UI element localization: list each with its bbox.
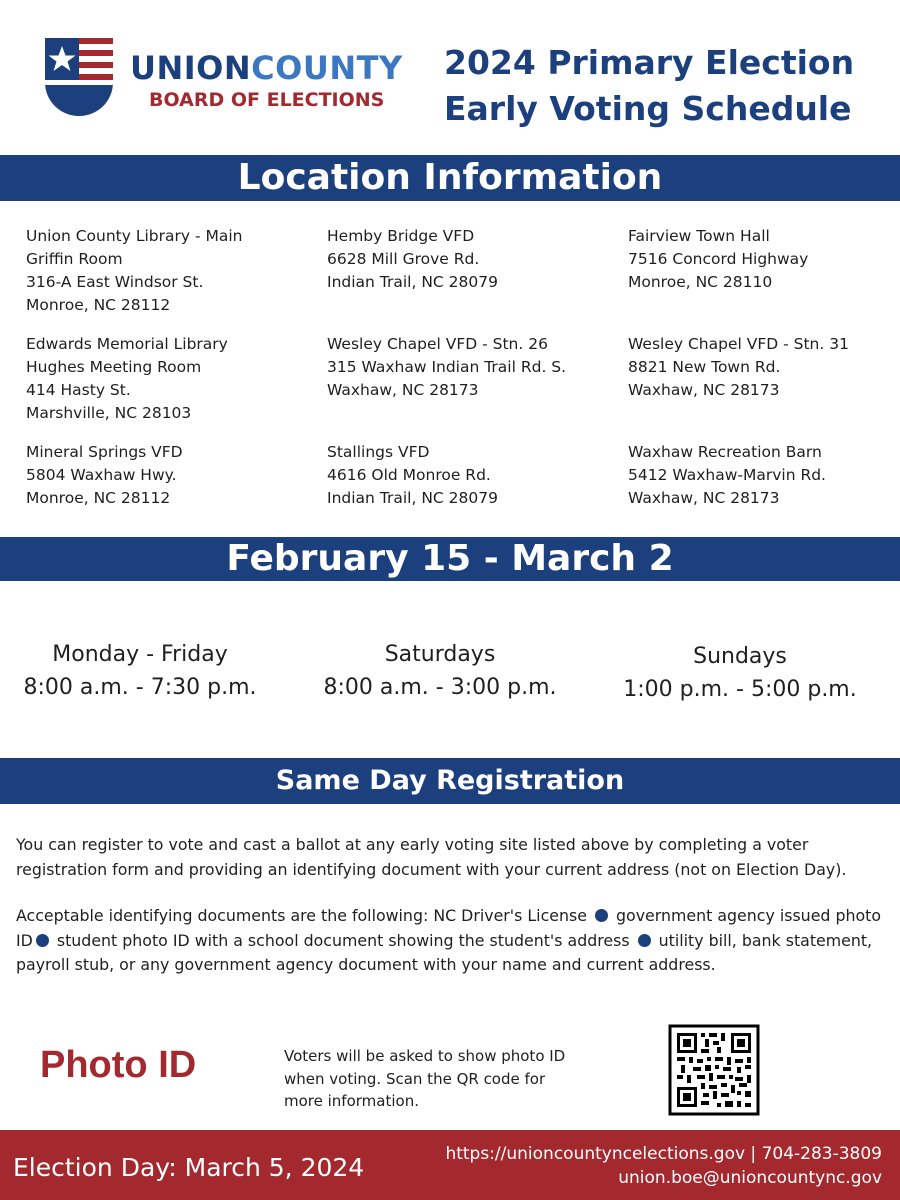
logo-wordmark	[130, 48, 403, 88]
sdr-docs-part-2: government agency issued photo ID	[16, 906, 882, 950]
sdr-docs-part-4: utility bill, bank statement, payroll stub, or any government agency document with your name and current address.	[16, 930, 873, 974]
bullet-dot-icon	[595, 909, 608, 922]
location-union-county-library	[26, 225, 327, 317]
hours-time: 1:00 p.m. - 5:00 p.m.	[623, 677, 857, 702]
qr-code-icon[interactable]	[668, 1024, 760, 1116]
photo-id-text: Voters will be asked to show photo ID when voting. Scan the QR code for more information.	[284, 1047, 566, 1110]
location-line: Waxhaw, NC 28173	[327, 381, 479, 399]
location-line: Monroe, NC 28112	[26, 489, 171, 507]
location-line: 315 Waxhaw Indian Trail Rd. S.	[327, 358, 567, 376]
location-name: Union County Library - Main	[26, 227, 243, 245]
email-link[interactable]: union.boe@unioncountync.gov	[618, 1168, 882, 1188]
location-line: Monroe, NC 28110	[628, 273, 773, 291]
sdr-docs-part-1: Acceptable identifying documents are the following: NC Driver's License	[16, 906, 587, 925]
hours-days: Monday - Friday	[52, 642, 228, 667]
footer-bar	[0, 1130, 900, 1200]
locations-grid	[26, 225, 886, 510]
sdr-docs-part-3: student photo ID with a school document showing the student's address	[56, 930, 630, 950]
location-name: Edwards Memorial Library	[26, 335, 228, 353]
location-line: 316-A East Windsor St.	[26, 273, 204, 291]
location-line: 6628 Mill Grove Rd.	[327, 250, 480, 268]
location-line: Marshville, NC 28103	[26, 404, 192, 422]
location-wesley-chapel-vfd-26	[327, 333, 628, 425]
location-mineral-springs-vfd	[26, 441, 327, 510]
hours-saturdays	[320, 638, 560, 704]
location-line: Indian Trail, NC 28079	[327, 489, 498, 507]
location-line: Hughes Meeting Room	[26, 358, 202, 376]
hours-sundays	[620, 640, 860, 706]
sdr-paragraph-2	[16, 904, 884, 978]
hours-days: Saturdays	[384, 642, 496, 667]
bullet-dot-icon	[36, 934, 49, 947]
location-name: Hemby Bridge VFD	[327, 227, 475, 245]
location-edwards-memorial-library	[26, 333, 327, 425]
document-title	[444, 40, 874, 132]
location-wesley-chapel-vfd-31	[628, 333, 886, 425]
location-name: Wesley Chapel VFD - Stn. 26	[327, 335, 548, 353]
location-name: Stallings VFD	[327, 443, 430, 461]
logo-word-county: COUNTY	[251, 49, 403, 87]
photo-id-title: Photo ID	[40, 1044, 197, 1086]
location-fairview-town-hall	[628, 225, 886, 317]
hours-time: 8:00 a.m. - 7:30 p.m.	[23, 675, 257, 700]
location-line: Waxhaw, NC 28173	[628, 381, 780, 399]
location-line: 414 Hasty St.	[26, 381, 131, 399]
website-phone-link[interactable]: https://unioncountyncelections.gov | 704-283-3809	[445, 1144, 882, 1164]
title-line-2: Early Voting Schedule	[444, 89, 852, 128]
contact-info	[445, 1142, 882, 1190]
location-name: Wesley Chapel VFD - Stn. 31	[628, 335, 849, 353]
bullet-dot-icon	[638, 934, 651, 947]
location-waxhaw-recreation-barn	[628, 441, 886, 510]
early-voting-dates-banner: February 15 - March 2	[0, 537, 900, 581]
same-day-registration-banner: Same Day Registration	[0, 758, 900, 804]
location-line: Griffin Room	[26, 250, 123, 268]
location-line: 8821 New Town Rd.	[628, 358, 781, 376]
location-line: Monroe, NC 28112	[26, 296, 171, 314]
hours-weekdays	[20, 638, 260, 704]
hours-time: 8:00 a.m. - 3:00 p.m.	[323, 675, 557, 700]
county-shield-logo	[45, 38, 113, 116]
logo-word-union: UNION	[130, 49, 252, 87]
location-line: 7516 Concord Highway	[628, 250, 809, 268]
location-name: Fairview Town Hall	[628, 227, 770, 245]
hours-days: Sundays	[693, 644, 787, 669]
title-line-1: 2024 Primary Election	[444, 43, 855, 82]
location-line: 4616 Old Monroe Rd.	[327, 466, 491, 484]
location-information-banner: Location Information	[0, 155, 900, 201]
location-stallings-vfd	[327, 441, 628, 510]
location-line: 5804 Waxhaw Hwy.	[26, 466, 177, 484]
location-name: Mineral Springs VFD	[26, 443, 183, 461]
location-line: Waxhaw, NC 28173	[628, 489, 780, 507]
election-day-text: Election Day: March 5, 2024	[13, 1153, 365, 1182]
sdr-paragraph-1: You can register to vote and cast a ballot at any early voting site listed above by completing a voter registration form and providing an identifying document with your current address (not on Election Day).	[16, 835, 847, 879]
location-line: 5412 Waxhaw-Marvin Rd.	[628, 466, 826, 484]
location-hemby-bridge-vfd	[327, 225, 628, 317]
logo-subtitle: BOARD OF ELECTIONS	[149, 89, 385, 111]
location-name: Waxhaw Recreation Barn	[628, 443, 822, 461]
location-line: Indian Trail, NC 28079	[327, 273, 498, 291]
